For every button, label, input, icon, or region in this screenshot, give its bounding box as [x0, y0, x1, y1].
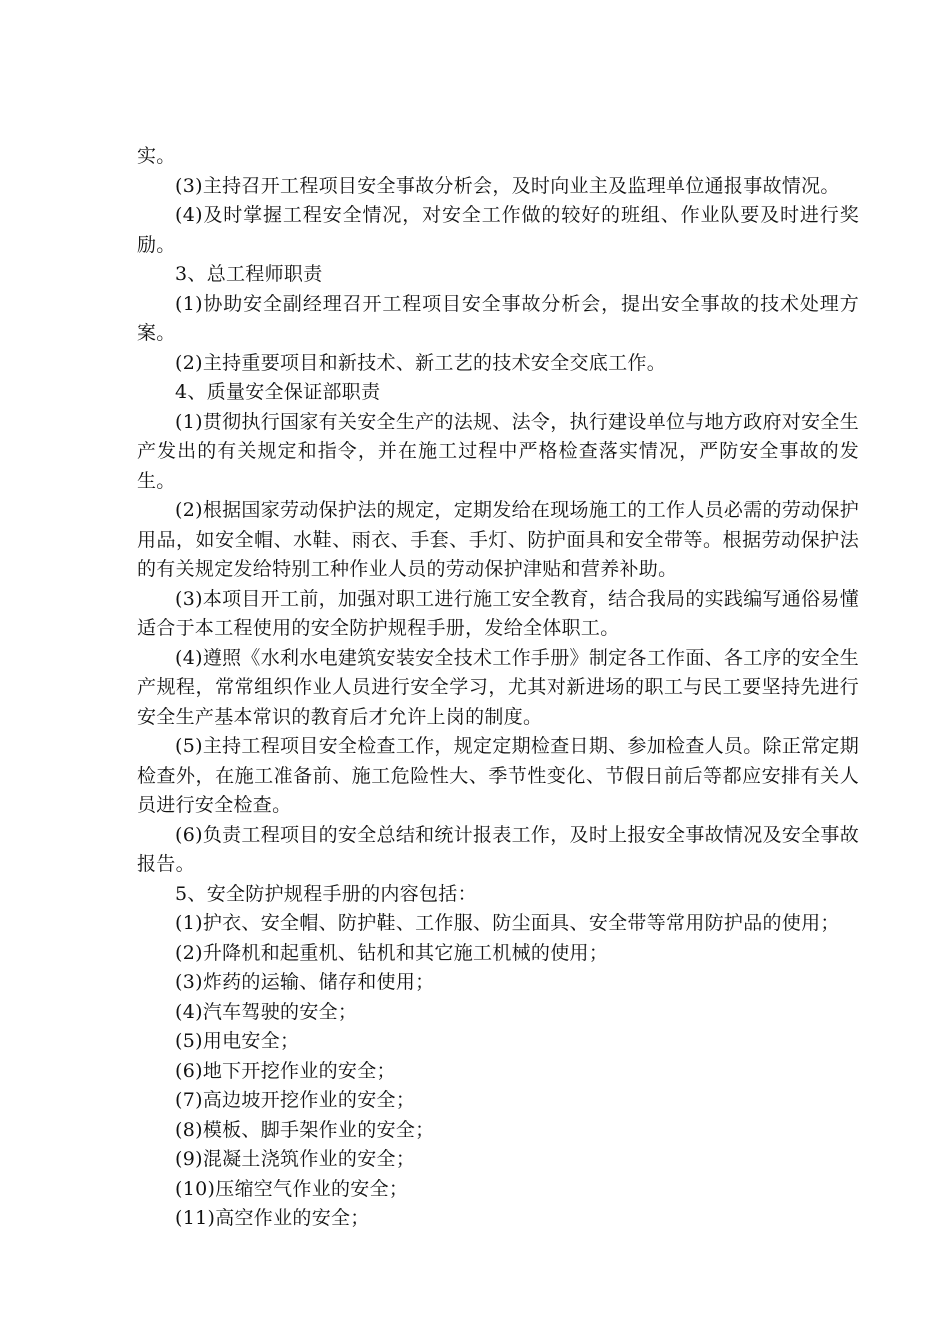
list-item: (1)护衣、安全帽、防护鞋、工作服、防尘面具、安全带等常用防护品的使用； — [175, 912, 840, 934]
section-heading-manual-contents: 5、安全防护规程手册的内容包括： — [175, 882, 477, 905]
section-heading-quality-safety-dept: 4、质量安全保证部职责 — [175, 381, 381, 403]
paragraph-dept-item-3: (3)本项目开工前，加强对职工进行施工安全教育，结合我局的实践编写通俗易懂适合于本工程使用的安全防护规程手册，发给全体职工。 — [137, 587, 860, 639]
list-item: (4)汽车驾驶的安全； — [175, 1000, 358, 1023]
list-item: (9)混凝土浇筑作业的安全； — [175, 1148, 416, 1170]
paragraph-dept-item-6: (6)负责工程项目的安全总结和统计报表工作，及时上报安全事故情况及安全事故报告。 — [137, 823, 860, 875]
list-item: (2)升降机和起重机、钻机和其它施工机械的使用； — [175, 941, 609, 964]
paragraph-dept-item-5: (5)主持工程项目安全检查工作，规定定期检查日期、参加检查人员。除正常定期检查外，在施工准备前、施工危险性大、季节性变化、节假日前后等都应安排有关人员进行安全检查。 — [137, 735, 860, 816]
list-item: (11)高空作业的安全； — [175, 1207, 370, 1229]
paragraph-item-4-reward: (4)及时掌握工程安全情况，对安全工作做的较好的班组、作业队要及时进行奖励。 — [137, 204, 859, 256]
paragraph-dept-item-4: (4)遵照《水利水电建筑安装安全技术工作手册》制定各工作面、各工序的安全生产规程，常常组织作业人员进行安全学习，尤其对新进场的职工与民工要坚持先进行安全生产基本常识的教育后才允许上岗的制度。 — [137, 646, 860, 728]
list-item: (6)地下开挖作业的安全； — [175, 1059, 396, 1082]
paragraph-chief-item-1: (1)协助安全副经理召开工程项目安全事故分析会，提出安全事故的技术处理方案。 — [137, 292, 859, 344]
paragraph-dept-item-2: (2)根据国家劳动保护法的规定，定期发给在现场施工的工作人员必需的劳动保护用品，如安全帽、水鞋、雨衣、手套、手灯、防护面具和安全带等。根据劳动保护法的有关规定发给特别工种作业人员的劳动保护津贴和营养补助。 — [137, 499, 860, 580]
document-body — [137, 142, 859, 1234]
list-item: (7)高边坡开挖作业的安全； — [175, 1089, 416, 1111]
list-item: (3)炸药的运输、储存和使用； — [175, 971, 435, 993]
list-item: (10)压缩空气作业的安全； — [175, 1177, 409, 1200]
paragraph-chief-item-2: (2)主持重要项目和新技术、新工艺的技术安全交底工作。 — [175, 351, 667, 374]
list-item: (5)用电安全； — [175, 1030, 300, 1052]
section-heading-chief-engineer: 3、总工程师职责 — [175, 263, 323, 285]
paragraph-dept-item-1: (1)贯彻执行国家有关安全生产的法规、法令，执行建设单位与地方政府对安全生产发出的有关规定和指令，并在施工过程中严格检查落实情况，严防安全事故的发生。 — [137, 410, 860, 492]
list-item: (8)模板、脚手架作业的安全； — [175, 1118, 435, 1141]
paragraph-continuation: 实。 — [137, 145, 176, 167]
paragraph-item-3-accident-meeting: (3)主持召开工程项目安全事故分析会，及时向业主及监理单位通报事故情况。 — [175, 174, 840, 197]
